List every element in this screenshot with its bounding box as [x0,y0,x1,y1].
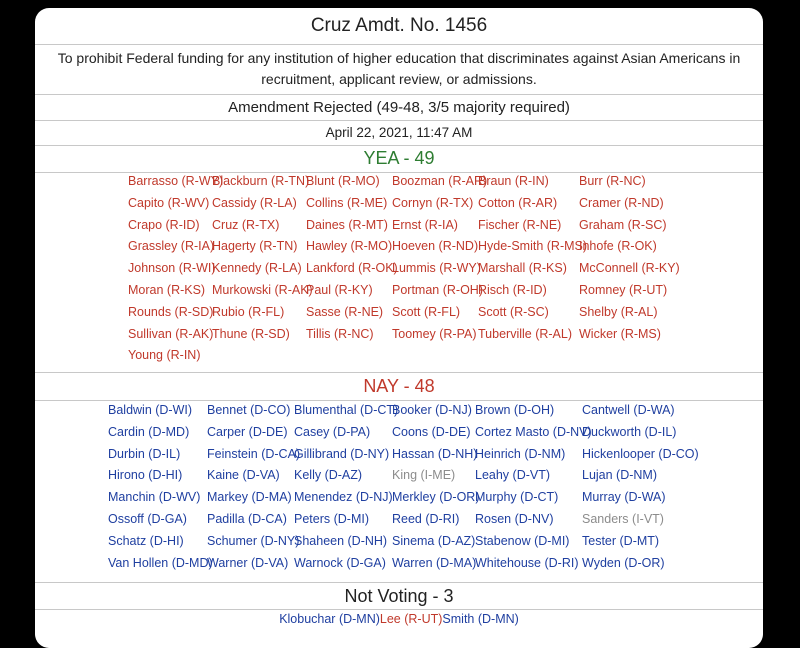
senator-entry: Lummis (R-WY) [392,261,481,276]
senator-entry: Lujan (D-NM) [582,468,658,483]
senator-entry: Hickenlooper (D-CO) [582,446,699,461]
senator-entry: Hawley (R-MO) [306,239,393,254]
senator-entry: Scott (R-SC) [478,304,549,319]
senator-entry: Casey (D-PA) [294,424,371,439]
yea-header: YEA - 49 [35,145,763,173]
senator-entry: Fischer (R-NE) [478,217,562,232]
senator-entry: Schumer (D-NY) [207,533,300,548]
senator-entry: Merkley (D-OR) [392,490,480,505]
senator-entry: Klobuchar (D-MN) [279,612,380,626]
senator-entry: Inhofe (R-OK) [579,239,657,254]
senator-entry: King (I-ME) [392,468,456,483]
senator-entry: Toomey (R-PA) [392,326,477,341]
senator-entry: Rounds (R-SD) [128,304,214,319]
senator-entry: Cardin (D-MD) [108,424,190,439]
senator-entry: Rubio (R-FL) [212,304,285,319]
senator-entry: Wyden (D-OR) [582,555,665,570]
senator-entry: Gillibrand (D-NY) [294,446,390,461]
senator-entry: Van Hollen (D-MD) [108,555,213,570]
senator-entry: Murkowski (R-AK) [212,283,313,297]
senator-entry: Blunt (R-MO) [306,174,380,188]
senator-entry: Smith (D-MN) [442,612,519,626]
amendment-description: To prohibit Federal funding for any institution of higher education that discriminates against Asian Americans in recruitment, applicant review, or admissions. [35,44,763,95]
senator-entry: Menendez (D-NJ) [294,490,393,505]
senator-entry: Burr (R-NC) [579,174,646,188]
senator-entry: Carper (D-DE) [207,424,288,439]
senator-entry: Collins (R-ME) [306,195,388,210]
senator-entry: Cotton (R-AR) [478,195,558,210]
vote-result: Amendment Rejected (49-48, 3/5 majority required) [35,95,763,121]
senator-entry: Sanders (I-VT) [582,512,664,526]
senator-entry: Cassidy (R-LA) [212,195,297,210]
vote-date: April 22, 2021, 11:47 AM [35,120,763,146]
senator-entry: Cantwell (D-WA) [582,403,675,417]
senator-entry: Crapo (R-ID) [128,217,200,232]
senator-entry: McConnell (R-KY) [579,261,680,276]
senator-entry: Murray (D-WA) [582,490,666,505]
senator-entry: Kelly (D-AZ) [294,468,363,483]
senator-entry: Daines (R-MT) [306,217,388,232]
senator-entry: Warnock (D-GA) [294,555,386,570]
senator-entry: Johnson (R-WI) [128,261,216,276]
nay-header: NAY - 48 [35,372,763,401]
senator-entry: Braun (R-IN) [478,174,549,188]
not-voting-header: Not Voting - 3 [35,582,763,610]
senator-entry: Padilla (D-CA) [207,512,287,526]
senator-entry: Cruz (R-TX) [212,217,280,232]
senator-entry: Thune (R-SD) [212,326,290,341]
not-voting-list [35,609,763,629]
senator-entry: Warner (D-VA) [207,555,289,570]
senator-entry: Romney (R-UT) [579,283,668,297]
vote-record-sheet [35,8,763,648]
senator-entry: Sasse (R-NE) [306,304,384,319]
senator-entry: Wicker (R-MS) [579,326,661,341]
senator-entry: Portman (R-OH) [392,283,483,297]
senator-entry: Ernst (R-IA) [392,217,458,232]
senator-entry: Lee (R-UT) [379,612,443,626]
senator-entry: Cortez Masto (D-NV) [475,424,592,439]
senator-entry: Paul (R-KY) [306,283,373,297]
senator-entry: Graham (R-SC) [579,217,667,232]
senator-entry: Tester (D-MT) [582,533,660,548]
senator-entry: Duckworth (D-IL) [582,424,677,439]
senator-entry: Young (R-IN) [128,348,201,363]
senator-entry: Hagerty (R-TN) [212,239,298,254]
senator-entry: Kaine (D-VA) [207,468,280,483]
senator-entry: Ossoff (D-GA) [108,512,187,526]
senator-entry: Hirono (D-HI) [108,468,183,483]
senator-entry: Hoeven (R-ND) [392,239,479,254]
senator-entry: Barrasso (R-WY) [128,174,224,188]
senator-entry: Blumenthal (D-CT) [294,403,399,417]
senator-entry: Risch (R-ID) [478,283,547,297]
amendment-title: Cruz Amdt. No. 1456 [35,8,763,45]
senator-entry: Shelby (R-AL) [579,304,658,319]
senator-entry: Schatz (D-HI) [108,533,184,548]
senator-entry: Stabenow (D-MI) [475,533,570,548]
senator-entry: Shaheen (D-NH) [294,533,388,548]
senator-entry: Feinstein (D-CA) [207,446,301,461]
senator-entry: Hassan (D-NH) [392,446,478,461]
senator-entry: Sullivan (R-AK) [128,326,214,341]
senator-entry: Scott (R-FL) [392,304,461,319]
senator-entry: Kennedy (R-LA) [212,261,302,276]
senator-entry: Coons (D-DE) [392,424,471,439]
senator-entry: Reed (D-RI) [392,512,460,526]
senator-entry: Tillis (R-NC) [306,326,374,341]
senator-entry: Cornyn (R-TX) [392,195,474,210]
senator-entry: Leahy (D-VT) [475,468,551,483]
senator-entry: Warren (D-MA) [392,555,477,570]
senator-entry: Boozman (R-AR) [392,174,488,188]
senator-entry: Marshall (R-KS) [478,261,567,276]
senator-entry: Tuberville (R-AL) [478,326,573,341]
senator-entry: Murphy (D-CT) [475,490,559,505]
senator-entry: Baldwin (D-WI) [108,403,193,417]
senator-entry: Cramer (R-ND) [579,195,664,210]
senator-entry: Booker (D-NJ) [392,403,472,417]
senator-entry: Sinema (D-AZ) [392,533,476,548]
senator-entry: Brown (D-OH) [475,403,555,417]
senator-entry: Manchin (D-WV) [108,490,201,505]
senator-entry: Hyde-Smith (R-MS) [478,239,588,254]
senator-entry: Blackburn (R-TN) [212,174,310,188]
senator-entry: Capito (R-WV) [128,195,210,210]
senator-entry: Durbin (D-IL) [108,446,181,461]
senator-entry: Rosen (D-NV) [475,512,554,526]
senator-entry: Moran (R-KS) [128,283,206,297]
senator-entry: Peters (D-MI) [294,512,369,526]
senator-entry: Lankford (R-OK) [306,261,398,276]
senator-entry: Bennet (D-CO) [207,403,291,417]
senator-entry: Heinrich (D-NM) [475,446,566,461]
senator-entry: Whitehouse (D-RI) [475,555,579,570]
senator-entry: Grassley (R-IA) [128,239,215,254]
senator-entry: Markey (D-MA) [207,490,292,505]
